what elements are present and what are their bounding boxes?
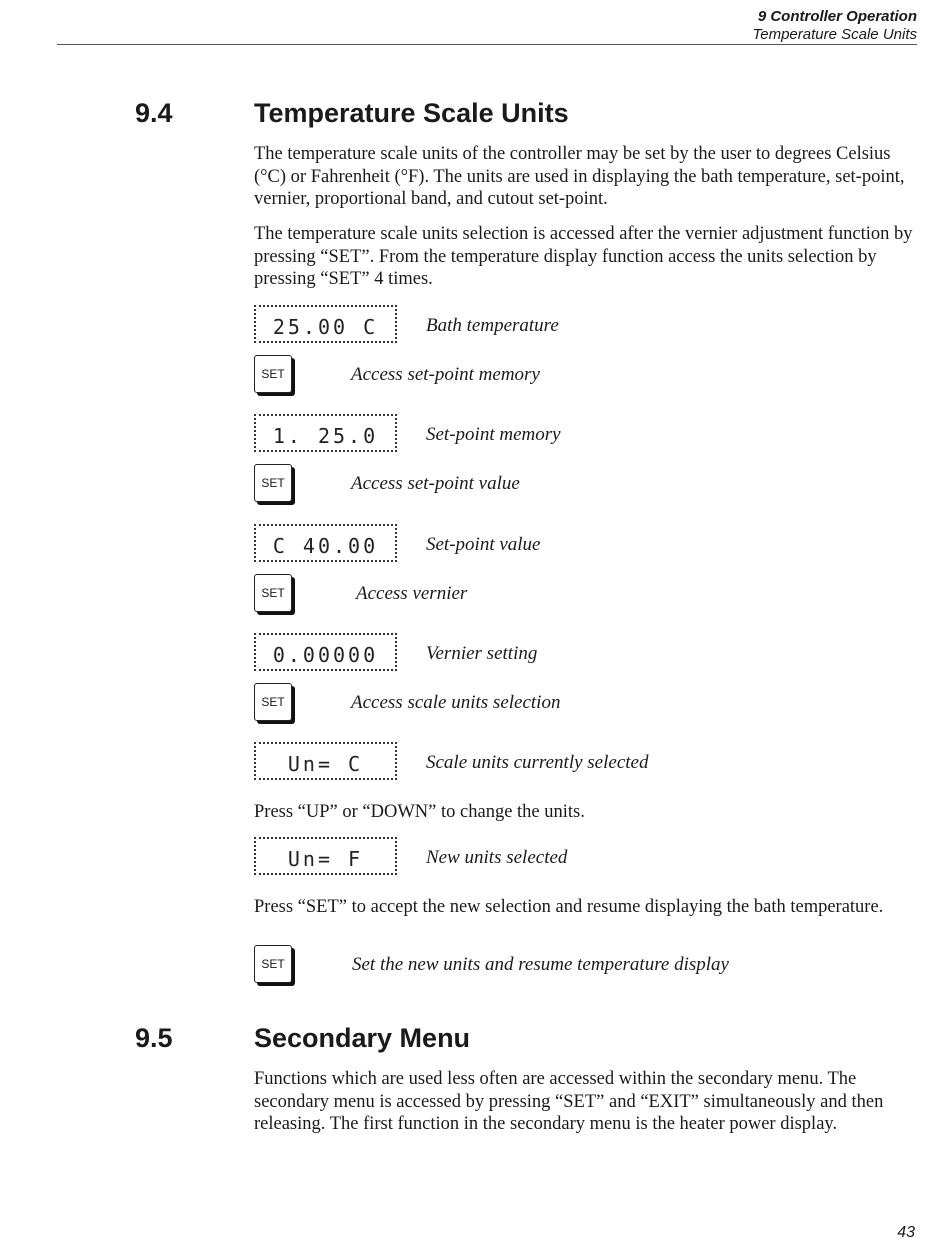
set-button[interactable]: SET xyxy=(254,945,292,983)
lcd-display-units-new: Un= F xyxy=(254,837,397,875)
running-header xyxy=(752,7,917,44)
step-caption: Access vernier xyxy=(356,583,468,604)
lcd-display-bath-temperature: 25.00 C xyxy=(254,305,397,343)
section-number: 9.4 xyxy=(135,98,173,128)
header-rule xyxy=(57,44,917,45)
step-caption: Access scale units selection xyxy=(351,692,561,713)
intro-paragraph: The temperature scale units of the controller may be set by the user to degrees Celsius (°C) or Fahrenheit (°F). The units are used in displaying the bath temperature, set-point, vernier, proportional band, and cutout set-point. xyxy=(254,144,905,209)
lcd-display-units-current: Un= C xyxy=(254,742,397,780)
header-chapter: 9 Controller Operation xyxy=(757,8,917,25)
step-caption: Bath temperature xyxy=(426,315,559,336)
lcd-display-vernier: 0.00000 xyxy=(254,633,397,671)
step-caption: Set-point value xyxy=(426,534,541,555)
section-title: Temperature Scale Units xyxy=(254,98,569,128)
step-caption: New units selected xyxy=(426,847,568,868)
press-updown-text: Press “UP” or “DOWN” to change the units. xyxy=(254,802,585,822)
set-button[interactable]: SET xyxy=(254,355,292,393)
set-button[interactable]: SET xyxy=(254,464,292,502)
section-title: Secondary Menu xyxy=(254,1023,471,1053)
step-caption: Access set-point memory xyxy=(351,364,540,385)
header-subtitle: Temperature Scale Units xyxy=(752,26,917,43)
page-number: 43 xyxy=(897,1224,915,1241)
lcd-display-setpoint-memory: 1. 25.0 xyxy=(254,414,397,452)
step-caption: Scale units currently selected xyxy=(426,752,649,773)
lcd-display-setpoint-value: C 40.00 xyxy=(254,524,397,562)
step-caption: Set-point memory xyxy=(426,424,561,445)
access-paragraph: The temperature scale units selection is accessed after the vernier adjustment function by pressing “SET”. From the temperature display function access the units selection by pressing “SET” 4 times. xyxy=(254,224,913,289)
set-button[interactable]: SET xyxy=(254,574,292,612)
step-caption: Access set-point value xyxy=(351,473,520,494)
section-number: 9.5 xyxy=(135,1023,173,1053)
secondary-menu-paragraph: Functions which are used less often are accessed within the secondary menu. The secondary menu is accessed by pressing “SET” and “EXIT” simultaneously and then releasing. The first function in the secondary menu is the heater power display. xyxy=(254,1069,884,1134)
step-caption: Vernier setting xyxy=(426,643,538,664)
set-button[interactable]: SET xyxy=(254,683,292,721)
press-set-text: Press “SET” to accept the new selection and resume displaying the bath temperature. xyxy=(254,897,884,917)
step-caption: Set the new units and resume temperature display xyxy=(352,954,729,975)
